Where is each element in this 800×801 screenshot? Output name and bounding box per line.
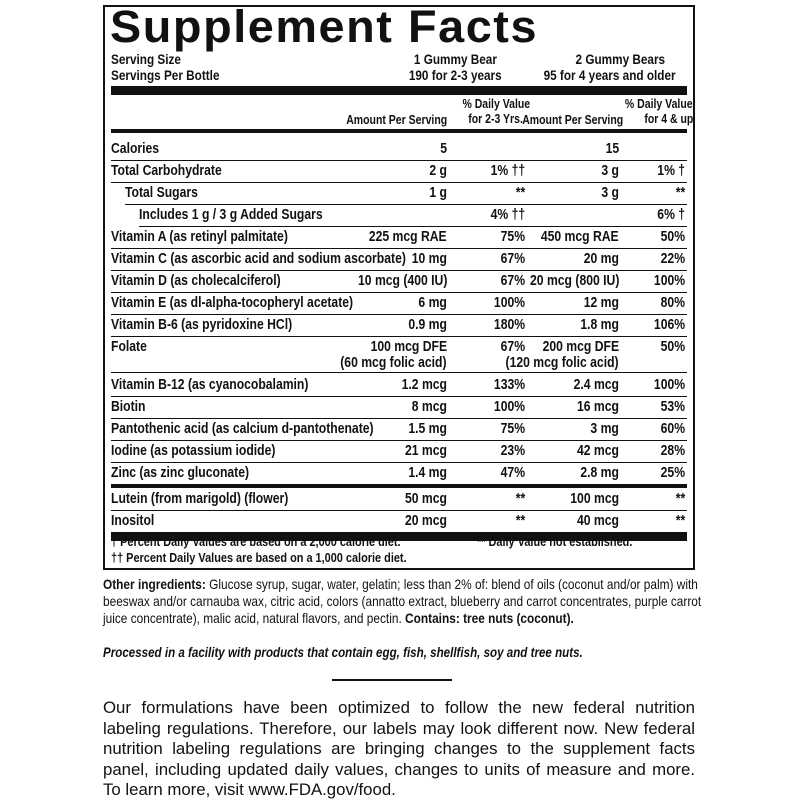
dv-col2: 106% xyxy=(653,317,685,333)
dv-col1: ** xyxy=(515,185,525,201)
dv-col2: ** xyxy=(675,513,685,529)
nutrient-name: Total Carbohydrate xyxy=(111,163,222,179)
dv-col2: 22% xyxy=(660,251,685,267)
amount-col2: 42 mcg xyxy=(577,443,619,459)
table-row xyxy=(111,314,687,336)
table-row xyxy=(111,270,687,292)
table-row xyxy=(111,248,687,270)
amount-header-2: Amount Per Serving xyxy=(522,113,623,127)
other-ingredients xyxy=(103,576,703,627)
table-row xyxy=(111,374,687,396)
amount-col1: 2 g xyxy=(429,163,447,179)
serving-size-label: Serving Size xyxy=(111,51,181,67)
amount-col2: 15 xyxy=(605,141,619,157)
amount-header-1: Amount Per Serving xyxy=(346,113,447,127)
dv-col1: ** xyxy=(515,513,525,529)
amount-col1: 10 mg xyxy=(411,251,447,267)
amount-col1: 225 mcg RAE xyxy=(369,229,447,245)
nutrient-name: Zinc (as zinc gluconate) xyxy=(111,465,250,481)
contains-text: tree nuts (coconut). xyxy=(459,611,574,626)
amount-col2: 16 mcg xyxy=(577,399,619,415)
amount-col1: 20 mcg xyxy=(405,513,447,529)
dv-col1: 67% xyxy=(500,273,525,289)
amount-col2: 450 mcg RAE xyxy=(541,229,619,245)
supplement-facts-panel xyxy=(103,1,695,570)
amount-col2: 2.4 mcg xyxy=(573,377,619,393)
dv-col2: 6% † xyxy=(657,207,685,223)
table-row xyxy=(111,160,687,182)
dv-header-2a: % Daily Value xyxy=(625,97,693,111)
amount-col2: 20 mcg (800 IU) xyxy=(529,273,619,289)
dv-col2: 50% xyxy=(660,229,685,245)
dv-col1: 100% xyxy=(493,399,525,415)
table-row xyxy=(111,336,687,372)
amount-col2: 1.8 mg xyxy=(580,317,619,333)
col2-servings: 95 for 4 years and older xyxy=(543,67,677,83)
amount-col1: 100 mcg DFE xyxy=(370,339,447,355)
amount-col1: 1.4 mg xyxy=(408,465,447,481)
dv-col2: ** xyxy=(675,185,685,201)
nutrient-name: Folate xyxy=(111,339,147,355)
amount-col1: 1.5 mg xyxy=(408,421,447,437)
table-row xyxy=(111,488,687,510)
dv-col1: ** xyxy=(515,491,525,507)
fda-notice: Our formulations have been optimized to follow the new federal nutrition labeling regulations. Therefore, our labels may look different now. New federal nutrition labeling regulations are bringing changes to the supplement facts panel, including updated daily values, changes to units of measure and more. To learn more, visit www.FDA.gov/food. xyxy=(103,698,695,799)
facility-warning: Processed in a facility with products that contain egg, fish, shellfish, soy and tree nuts. xyxy=(103,645,583,660)
nutrient-name: Lutein (from marigold) (flower) xyxy=(111,491,289,507)
nutrient-name: Total Sugars xyxy=(125,185,198,201)
amount-col2: 100 mcg xyxy=(570,491,619,507)
nutrient-name: Pantothenic acid (as calcium d-pantothenate) xyxy=(111,421,374,437)
footnote-not-established: ** Daily Value not established. xyxy=(477,534,633,549)
dv-col1: 67% xyxy=(500,339,525,355)
dv-col2: 80% xyxy=(660,295,685,311)
ingredients-text: Glucose syrup, sugar, water, gelatin; less than 2% of: blend of oils (coconut and/or palm) with beeswax and/or carnauba wax, citric acid, colors (annatto extract, blueberry and carrot concentrates, purple carrot juice concentrate), malic acid, natural flavors, and pectin. xyxy=(103,577,702,626)
table-row xyxy=(111,182,687,204)
table-row xyxy=(111,226,687,248)
amount-col2: 2.8 mg xyxy=(580,465,619,481)
dv-col1: 47% xyxy=(500,465,525,481)
dv-header-1b: for 2-3 Yrs. xyxy=(468,112,524,126)
nutrient-name: Includes 1 g / 3 g Added Sugars xyxy=(139,207,323,223)
amount-col1: 6 mg xyxy=(418,295,447,311)
amount-col2: 3 g xyxy=(601,185,619,201)
separator-line xyxy=(332,679,452,681)
amount-col1: 10 mcg (400 IU) xyxy=(357,273,447,289)
nutrient-name: Vitamin E (as dl-alpha-tocopheryl acetate) xyxy=(111,295,354,311)
dv-col1: 133% xyxy=(493,377,525,393)
nutrient-name: Vitamin C (as ascorbic acid and sodium ascorbate) xyxy=(111,251,406,267)
dv-col1: 23% xyxy=(500,443,525,459)
col1-servings: 190 for 2-3 years xyxy=(408,67,502,83)
dv-col1: 75% xyxy=(500,229,525,245)
nutrient-name: Calories xyxy=(111,141,160,157)
nutrient-name: Vitamin B-6 (as pyridoxine HCl) xyxy=(111,317,293,333)
row-divider xyxy=(111,372,687,373)
table-row xyxy=(111,292,687,314)
amount-col2: 200 mcg DFE xyxy=(542,339,619,355)
footnote-dagger: † Percent Daily Values are based on a 2,000 calorie diet. xyxy=(111,534,401,549)
table-row xyxy=(111,510,687,532)
amount-col1: 0.9 mg xyxy=(408,317,447,333)
table-row xyxy=(111,418,687,440)
amount-col1: 21 mcg xyxy=(405,443,447,459)
amount-col1: 1.2 mcg xyxy=(401,377,447,393)
dv-col2: 60% xyxy=(660,421,685,437)
dv-col2: ** xyxy=(675,491,685,507)
dv-col1: 1% †† xyxy=(490,163,525,179)
amount-col1: 5 xyxy=(440,141,447,157)
table-row xyxy=(111,440,687,462)
nutrient-name: Inositol xyxy=(111,513,155,529)
header-divider xyxy=(111,129,687,133)
dv-header-2b: for 4 & up xyxy=(643,112,693,126)
col1-serving-size: 1 Gummy Bear xyxy=(413,51,497,67)
nutrient-name: Biotin xyxy=(111,399,146,415)
thick-divider xyxy=(111,86,687,95)
amount-col2: 12 mg xyxy=(583,295,619,311)
dv-col1: 75% xyxy=(500,421,525,437)
table-row xyxy=(111,204,687,226)
amount-col1: 50 mcg xyxy=(405,491,447,507)
nutrient-name: Iodine (as potassium iodide) xyxy=(111,443,276,459)
amount-col2: 20 mg xyxy=(583,251,619,267)
amount-col2-sub: (120 mcg folic acid) xyxy=(505,355,619,371)
dv-col2: 1% † xyxy=(657,163,685,179)
amount-col1: 1 g xyxy=(429,185,447,201)
dv-header-1a: % Daily Value xyxy=(462,97,530,111)
amount-col1: 8 mcg xyxy=(411,399,447,415)
table-row xyxy=(111,396,687,418)
table-row xyxy=(111,138,687,160)
dv-col2: 53% xyxy=(660,399,685,415)
amount-col2: 40 mcg xyxy=(577,513,619,529)
nutrient-name: Vitamin D (as cholecalciferol) xyxy=(111,273,281,289)
dv-col2: 50% xyxy=(660,339,685,355)
amount-col2: 3 mg xyxy=(590,421,619,437)
dv-col1: 100% xyxy=(493,295,525,311)
dv-col1: 4% †† xyxy=(490,207,525,223)
servings-per-label: Servings Per Bottle xyxy=(111,67,220,83)
panel-title: Supplement Facts xyxy=(110,1,539,52)
nutrient-name: Vitamin B-12 (as cyanocobalamin) xyxy=(111,377,309,393)
ingredients-label: Other ingredients: xyxy=(103,577,206,592)
dv-col2: 25% xyxy=(660,465,685,481)
dv-col2: 28% xyxy=(660,443,685,459)
footnote-double-dagger: †† Percent Daily Values are based on a 1,000 calorie diet. xyxy=(111,550,407,565)
col2-serving-size: 2 Gummy Bears xyxy=(575,51,665,67)
nutrient-name: Vitamin A (as retinyl palmitate) xyxy=(111,229,288,245)
dv-col1: 67% xyxy=(500,251,525,267)
amount-col2: 3 g xyxy=(601,163,619,179)
dv-col2: 100% xyxy=(653,377,685,393)
dv-col2: 100% xyxy=(653,273,685,289)
amount-col1-sub: (60 mcg folic acid) xyxy=(340,355,447,371)
table-row xyxy=(111,462,687,484)
dv-col1: 180% xyxy=(493,317,525,333)
contains-label: Contains: xyxy=(405,611,460,626)
